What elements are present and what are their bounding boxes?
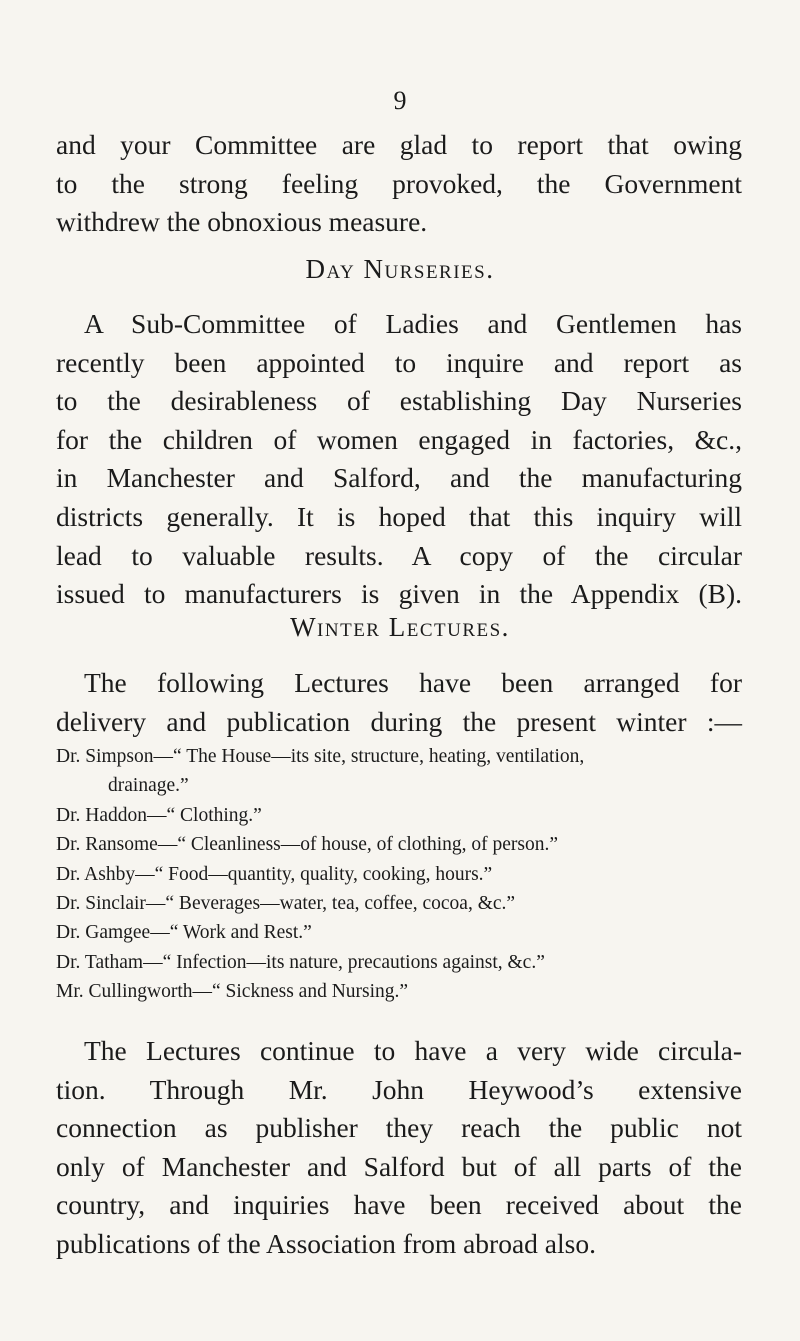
text-line: lead to valuable results. A copy of the circular: [56, 539, 742, 571]
paragraph-day-nurseries: [56, 305, 742, 614]
heading-winter-lectures: Winter Lectures.: [290, 612, 510, 642]
lecture-item: [56, 830, 746, 859]
lecture-text: Dr. Simpson—“ The House—its site, structure, heating, ventilation,: [56, 746, 585, 767]
text-line: for the children of women engaged in factories, &c.,: [56, 423, 742, 455]
text-line: publications of the Association from abroad also.: [56, 1227, 596, 1259]
text-line: tion. Through Mr. John Heywood’s extensive: [56, 1073, 742, 1105]
paragraph-lectures-circulation: [56, 1032, 742, 1264]
text-line: issued to manufacturers is given in the Appendix (B).: [56, 578, 742, 610]
lecture-text: Dr. Tatham—“ Infection—its nature, precautions against, &c.”: [56, 951, 545, 973]
lecture-item: [56, 948, 746, 977]
text-line: and your Committee are glad to report that owing: [56, 129, 742, 160]
lecture-text: Dr. Gamgee—“ Work and Rest.”: [56, 922, 312, 944]
text-line: districts generally. It is hoped that this inquiry will: [56, 500, 742, 532]
lecture-item: [56, 742, 746, 801]
lecture-item: [56, 801, 746, 830]
text-line: A Sub-Committee of Ladies and Gentlemen has: [84, 308, 742, 339]
text-line: recently been appointed to inquire and report as: [56, 346, 742, 378]
lecture-item: [56, 889, 746, 918]
text-line: The Lectures continue to have a very wide circula-: [84, 1035, 742, 1066]
lecture-item: [56, 977, 746, 1006]
lecture-text: Dr. Ashby—“ Food—quantity, quality, cooking, hours.”: [56, 863, 493, 885]
text-line: withdrew the obnoxious measure.: [56, 206, 428, 238]
text-line: to the strong feeling provoked, the Government: [56, 167, 742, 199]
lecture-text: Dr. Haddon—“ Clothing.”: [56, 804, 262, 826]
text-line: only of Manchester and Salford but of all parts of the: [56, 1150, 742, 1182]
lecture-item: [56, 860, 746, 889]
paragraph-committee-report: [56, 126, 742, 242]
lecture-item: [56, 918, 746, 947]
paragraph-lectures-intro: [56, 664, 742, 741]
heading-day-nurseries: Day Nurseries.: [305, 254, 495, 284]
lecture-text-continued: drainage.”: [108, 775, 189, 797]
page-number: 9: [393, 86, 407, 115]
lecture-text: Mr. Cullingworth—“ Sickness and Nursing.”: [56, 981, 409, 1003]
text-line: in Manchester and Salford, and the manufacturing: [56, 462, 742, 494]
text-line: to the desirableness of establishing Day Nurseries: [56, 385, 742, 417]
lecture-text: Dr. Ransome—“ Cleanliness—of house, of clothing, of person.”: [56, 834, 559, 856]
lecture-list: [56, 742, 746, 1007]
text-line: connection as publisher they reach the public not: [56, 1112, 742, 1144]
text-line: country, and inquiries have been received about the: [56, 1189, 742, 1221]
text-line: delivery and publication during the present winter :—: [56, 705, 742, 737]
lecture-text: Dr. Sinclair—“ Beverages—water, tea, coffee, cocoa, &c.”: [56, 893, 516, 915]
text-line: The following Lectures have been arranged for: [84, 667, 742, 698]
